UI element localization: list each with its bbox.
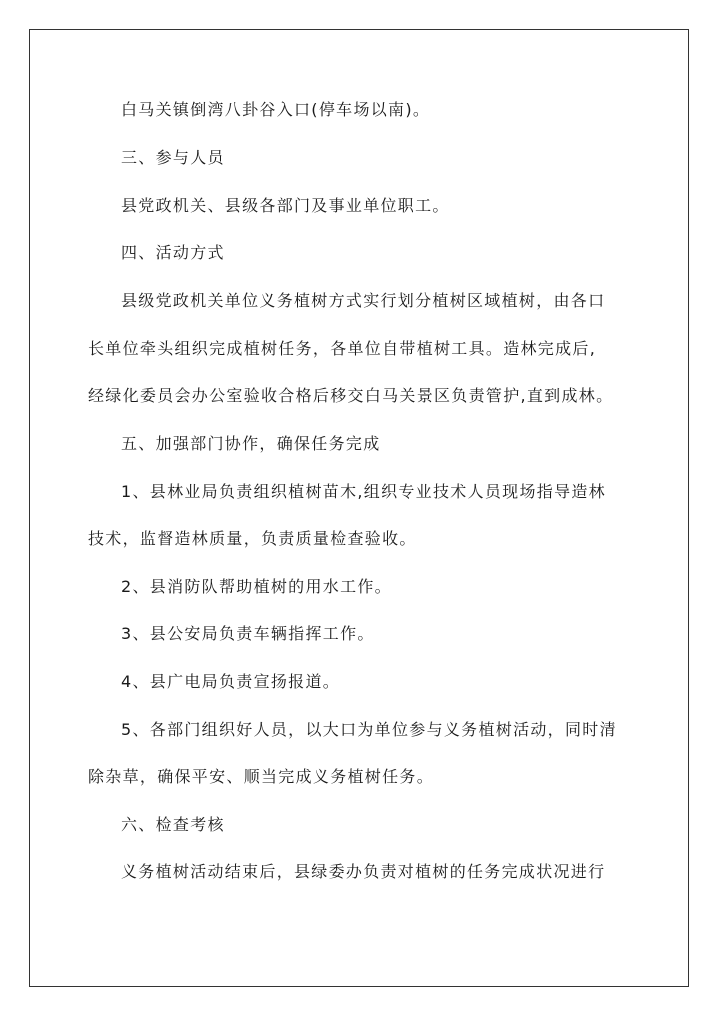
paragraph-method-line-1: 县级党政机关单位义务植树方式实行划分植树区域植树，由各口 bbox=[121, 291, 606, 310]
section-heading-participants: 三、参与人员 bbox=[121, 148, 225, 167]
section-heading-cooperation: 五、加强部门协作，确保任务完成 bbox=[121, 434, 381, 453]
paragraph-inspection: 义务植树活动结束后，县绿委办负责对植树的任务完成状况进行 bbox=[121, 862, 606, 881]
list-item-1-line-2: 技术，监督造林质量，负责质量检查验收。 bbox=[88, 529, 417, 548]
page-border bbox=[29, 29, 689, 987]
list-item-3: 3、县公安局负责车辆指挥工作。 bbox=[121, 624, 375, 643]
list-item-4: 4、县广电局负责宣扬报道。 bbox=[121, 672, 341, 691]
list-item-5-line-1: 5、各部门组织好人员，以大口为单位参与义务植树活动，同时清 bbox=[121, 720, 617, 739]
list-item-5-line-2: 除杂草，确保平安、顺当完成义务植树任务。 bbox=[88, 767, 435, 786]
list-item-1-line-1: 1、县林业局负责组织植树苗木,组织专业技术人员现场指导造林 bbox=[121, 482, 606, 501]
paragraph-method-line-3: 经绿化委员会办公室验收合格后移交白马关景区负责管护,直到成林。 bbox=[88, 386, 614, 405]
section-heading-inspection: 六、检查考核 bbox=[121, 815, 225, 834]
paragraph-method-line-2: 长单位牵头组织完成植树任务，各单位自带植树工具。造林完成后, bbox=[88, 339, 597, 358]
paragraph-participants: 县党政机关、县级各部门及事业单位职工。 bbox=[121, 196, 450, 215]
section-heading-method: 四、活动方式 bbox=[121, 243, 225, 262]
paragraph-location-line: 白马关镇倒湾八卦谷入口(停车场以南)。 bbox=[121, 100, 431, 119]
list-item-2: 2、县消防队帮助植树的用水工作。 bbox=[121, 577, 392, 596]
